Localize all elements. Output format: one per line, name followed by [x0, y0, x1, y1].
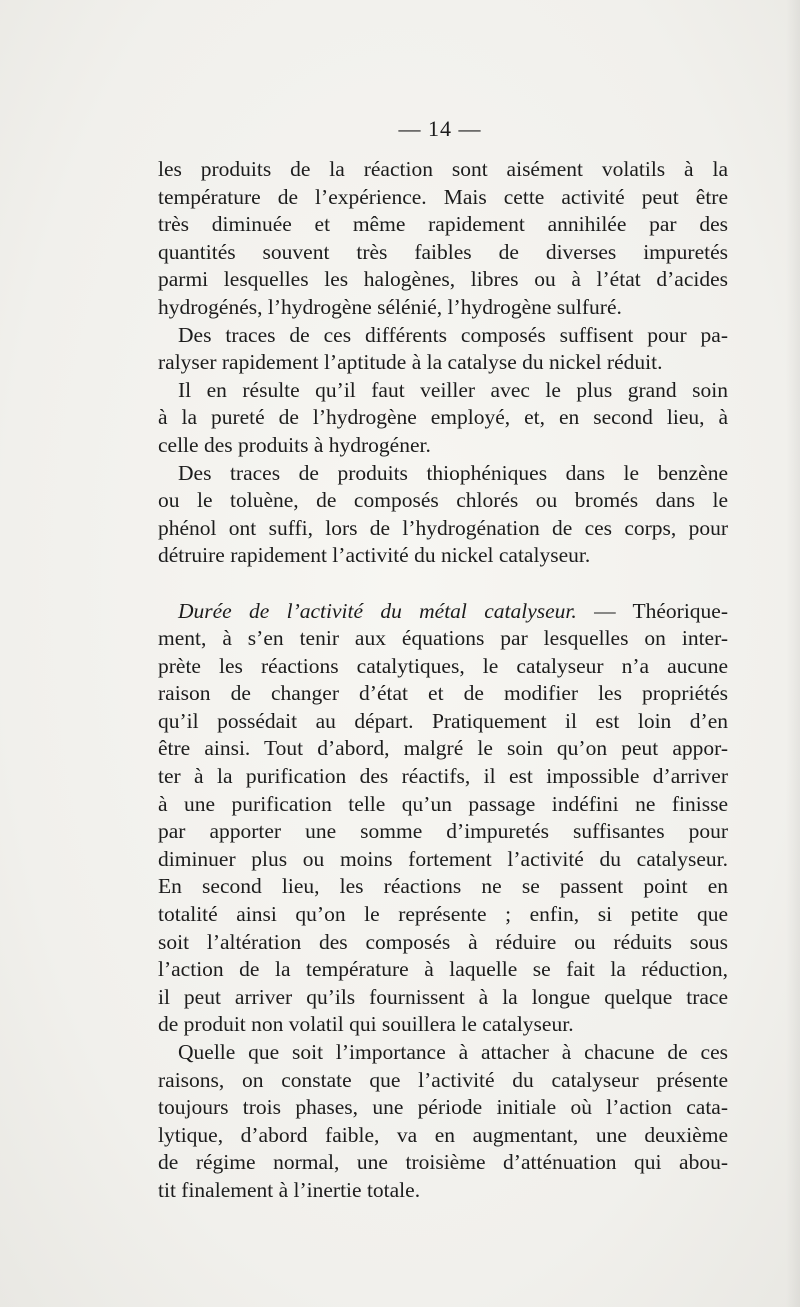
text-line: phénol ont suffi, lors de l’hydrogénation de ces corps, pour — [158, 515, 728, 540]
text-line: tit finalement à l’inertie totale. — [158, 1177, 421, 1202]
paragraph — [158, 322, 728, 377]
text-line: toujours trois phases, une période initiale où l’action cata- — [158, 1095, 728, 1120]
paragraph — [158, 377, 728, 460]
paragraph — [158, 460, 728, 570]
page-number: — 14 — — [398, 116, 482, 141]
text-line: très diminuée et même rapidement annihilée par des — [158, 212, 728, 237]
text-line: raison de changer d’état et de modifier les propriétés — [158, 681, 728, 706]
text-line: de régime normal, une troisième d’atténuation qui abou- — [158, 1150, 728, 1175]
text-line: il peut arriver qu’ils fournissent à la longue quelque trace — [158, 984, 728, 1009]
text-line: l’action de la température à laquelle se fait la réduction, — [158, 957, 728, 982]
section-heading: Durée de l’activité du métal catalyseur. — [178, 598, 577, 623]
paragraph — [158, 1039, 728, 1205]
section-gap — [158, 570, 728, 598]
section-paragraph — [158, 598, 728, 1040]
text-line: raisons, on constate que l’activité du catalyseur présente — [158, 1067, 728, 1092]
text-line: à la pureté de l’hydrogène employé, et, en second lieu, à — [158, 405, 728, 430]
text-line: Quelle que soit l’importance à attacher à chacune de ces — [178, 1040, 728, 1064]
text-line: Il en résulte qu’il faut veiller avec le plus grand soin — [178, 377, 728, 402]
text-line: quantités souvent très faibles de diverses impuretés — [158, 239, 728, 264]
text-line: soit l’altération des composés à réduire ou réduits sous — [158, 929, 728, 954]
text-line: à une purification telle qu’un passage indéfini ne finisse — [158, 791, 728, 816]
text-line: qu’il possédait au départ. Pratiquement il est loin d’en — [158, 708, 728, 733]
text-line: totalité ainsi qu’on le représente ; enfin, si petite que — [158, 902, 728, 927]
text-line: prète les réactions catalytiques, le catalyseur n’a aucune — [158, 653, 728, 678]
text-line: ter à la purification des réactifs, il est impossible d’arriver — [158, 764, 728, 789]
text-line: Des traces de produits thiophéniques dans le benzène — [178, 460, 728, 485]
text-line: celle des produits à hydrogéner. — [158, 432, 431, 457]
text-line: de produit non volatil qui souillera le catalyseur. — [158, 1012, 574, 1037]
text-line: hydrogénés, l’hydrogène sélénié, l’hydrogène sulfuré. — [158, 294, 622, 319]
text-line: parmi lesquelles les halogènes, libres ou à l’état d’acides — [158, 267, 728, 292]
paragraph — [158, 156, 728, 322]
text-line: En second lieu, les réactions ne se passent point en — [158, 874, 728, 899]
section-first-line — [158, 598, 728, 626]
text-line: diminuer plus ou moins fortement l’activité du catalyseur. — [158, 846, 728, 871]
text-line: température de l’expérience. Mais cette activité peut être — [158, 184, 728, 209]
text-line: être ainsi. Tout d’abord, malgré le soin qu’on peut appor- — [158, 736, 728, 761]
text-line: détruire rapidement l’activité du nickel catalyseur. — [158, 543, 591, 568]
text-line: Des traces de ces différents composés suffisent pour pa- — [178, 322, 728, 347]
text-line: ralyser rapidement l’aptitude à la catalyse du nickel réduit. — [158, 350, 663, 375]
text-line: par apporter une somme d’impuretés suffisantes pour — [158, 819, 728, 844]
text-line: lytique, d’abord faible, va en augmentant, une deuxième — [158, 1122, 728, 1147]
body-text — [158, 156, 728, 1205]
text-line: ou le toluène, de composés chlorés ou bromés dans le — [158, 488, 728, 513]
section-first-line-rest: — Théorique- — [576, 598, 728, 623]
text-line: les produits de la réaction sont aisément volatils à la — [158, 157, 728, 181]
text-line: ment, à s’en tenir aux équations par lesquelles on inter- — [158, 626, 728, 651]
scan-shadow — [786, 0, 800, 1307]
